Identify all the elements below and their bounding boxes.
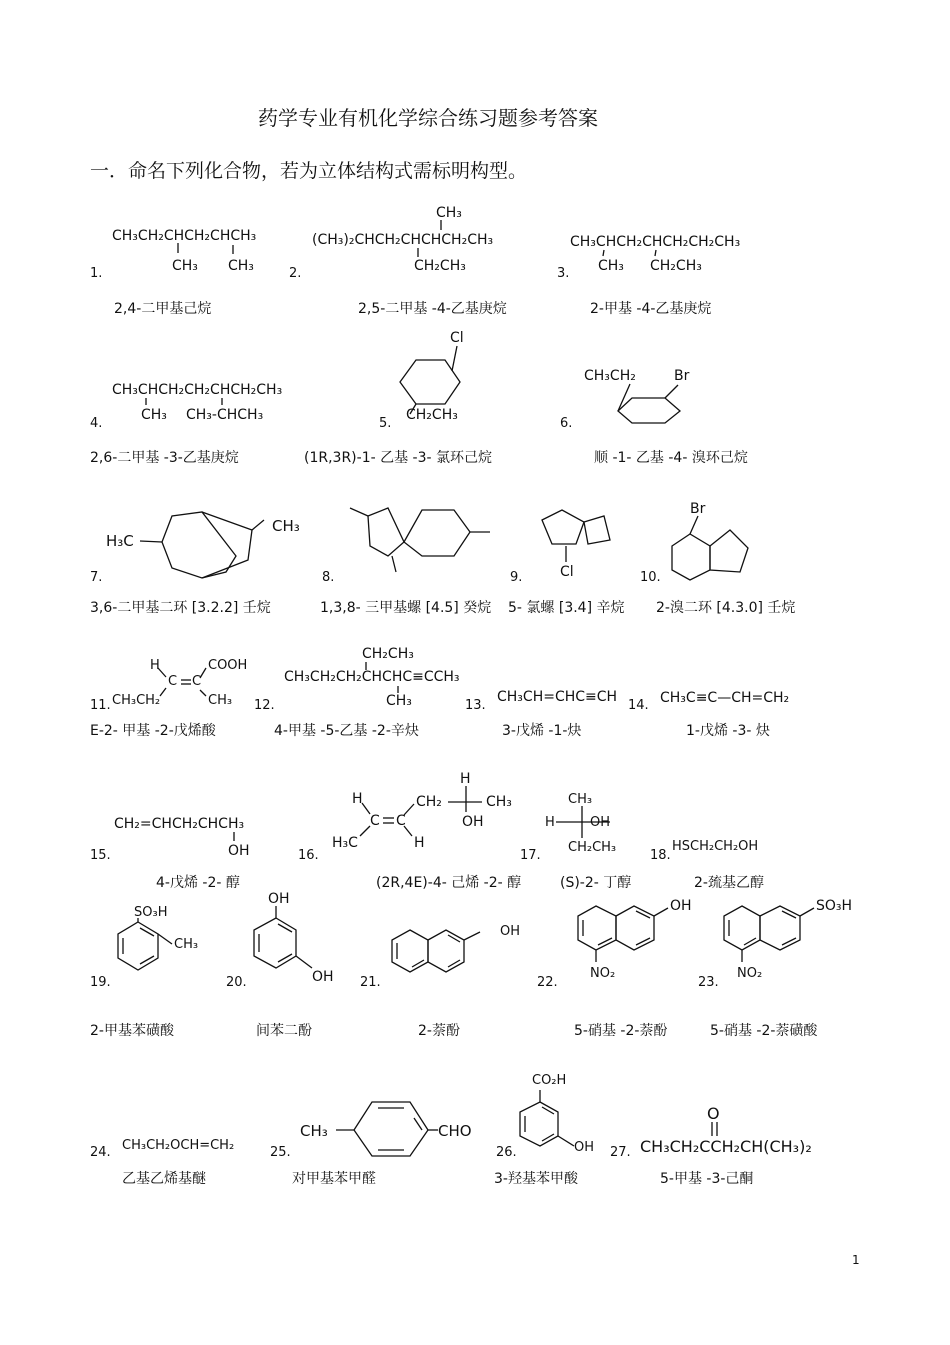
label-17-oh: OH <box>590 815 611 830</box>
item-number-18: 18. <box>650 848 671 863</box>
answer-5: (1R,3R)-1- 乙基 -3- 氯环己烷 <box>304 450 493 466</box>
label-10-br: Br <box>690 501 706 517</box>
aromatic-bond <box>782 911 796 918</box>
bond-line <box>690 516 698 534</box>
substituent-1b: CH₃ <box>228 258 254 274</box>
label-17-h: H <box>545 815 555 830</box>
bond-line <box>654 908 668 916</box>
answer-15: 4-戊烯 -2- 醇 <box>156 875 240 891</box>
bond-line <box>665 385 678 398</box>
formula-14: CH₃C≡C—CH=CH₂ <box>660 690 790 706</box>
label-16-h3c: H₃C <box>332 835 358 851</box>
substituent-1a: CH₃ <box>172 258 198 274</box>
substituent-4b: CH₃-CHCH₃ <box>186 407 264 423</box>
section-heading: 一．命名下列化合物，若为立体结构式需标明构型。 <box>90 160 528 182</box>
label-20-oh1: OH <box>268 891 290 907</box>
formula-27: CH₃CH₂CCH₂CH(CH₃)₂ <box>640 1137 812 1156</box>
page-title: 药学专业有机化学综合练习题参考答案 <box>258 106 598 130</box>
aromatic-bond <box>140 956 154 964</box>
formula-13: CH₃CH=CHC≡CH <box>497 689 618 705</box>
label-26-oh: OH <box>574 1140 595 1155</box>
label-16-oh: OH <box>462 814 484 830</box>
cyclohexane-ring <box>400 360 460 404</box>
label-16-h2: H <box>460 771 471 787</box>
answer-19: 2-甲基苯磺酸 <box>90 1023 174 1039</box>
answer-12: 4-甲基 -5-乙基 -2-辛炔 <box>274 723 419 739</box>
answer-7: 3,6-二甲基二环 [3.2.2] 壬烷 <box>90 600 271 616</box>
item-number-8: 8. <box>322 570 335 585</box>
bond-line <box>800 908 814 916</box>
item-number-26: 26. <box>496 1145 517 1160</box>
item-number-4: 4. <box>90 416 103 431</box>
bond-line <box>160 688 166 696</box>
substituent-3b: CH₂CH₃ <box>650 258 702 274</box>
formula-3: CH₃CHCH₂CHCH₂CH₂CH₃ <box>570 234 741 250</box>
item-number-9: 9. <box>510 570 523 585</box>
label-7-h3c: H₃C <box>106 532 134 550</box>
answer-27: 5-甲基 -3-己酮 <box>660 1171 754 1187</box>
answer-4: 2,6-二甲基 -3-乙基庚烷 <box>90 450 239 466</box>
answer-20: 间苯二酚 <box>256 1023 312 1039</box>
label-23-no2: NO₂ <box>737 966 763 981</box>
formula-24: CH₃CH₂OCH=CH₂ <box>122 1138 235 1153</box>
item-number-3: 3. <box>557 266 570 281</box>
label-16-h1: H <box>352 791 363 807</box>
label-16-ch3: CH₃ <box>486 794 512 810</box>
substituent-4a: CH₃ <box>141 407 167 423</box>
item-number-16: 16. <box>298 848 319 863</box>
label-25-cho: CHO <box>438 1122 472 1140</box>
label-11-c2: C <box>192 674 202 689</box>
label-6-ethyl: CH₃CH₂ <box>584 368 636 384</box>
label-11-cooh: COOH <box>208 658 248 673</box>
bond-line <box>362 803 370 814</box>
benzene-ring <box>354 1102 428 1156</box>
bond-line <box>603 250 604 256</box>
cyclopentane-ring <box>710 530 748 572</box>
bond-line <box>558 1136 574 1146</box>
aromatic-bond <box>278 924 292 932</box>
cyclopentane-ring <box>368 508 404 556</box>
label-17-ethyl: CH₂CH₃ <box>568 840 617 855</box>
label-11-ch3: CH₃ <box>208 693 233 708</box>
item-number-25: 25. <box>270 1145 291 1160</box>
item-number-1: 1. <box>90 266 103 281</box>
answer-24: 乙基乙烯基醚 <box>122 1171 206 1187</box>
label-16-h3: H <box>414 835 425 851</box>
item-number-27: 27. <box>610 1145 631 1160</box>
item-number-10: 10. <box>640 570 661 585</box>
label-6-br: Br <box>674 368 690 384</box>
answer-6: 顺 -1- 乙基 -4- 溴环己烷 <box>594 450 748 466</box>
cyclobutane-ring <box>584 516 610 544</box>
bond-line <box>452 346 457 371</box>
item-number-24: 24. <box>90 1145 111 1160</box>
label-22-no2: NO₂ <box>590 966 616 981</box>
aromatic-bond <box>636 938 650 945</box>
label-25-ch3: CH₃ <box>300 1122 328 1140</box>
bond-line <box>360 826 370 836</box>
item-number-21: 21. <box>360 975 381 990</box>
bond-line <box>200 690 206 696</box>
benzene-ring <box>428 930 464 972</box>
label-23-so3h: SO₃H <box>816 898 853 914</box>
label-17-ch3: CH₃ <box>568 792 593 807</box>
aromatic-bond <box>140 928 154 936</box>
substituent-12a: CH₂CH₃ <box>362 646 414 662</box>
label-16-ch2: CH₂ <box>416 794 442 810</box>
item-number-19: 19. <box>90 975 111 990</box>
item-number-6: 6. <box>560 416 573 431</box>
substituent-15: OH <box>228 843 250 859</box>
answer-21: 2-萘酚 <box>418 1023 460 1039</box>
benzene-ring <box>118 922 158 970</box>
label-19-so3h: SO₃H <box>134 905 168 920</box>
bond-line <box>464 932 480 940</box>
bond-line <box>350 508 368 516</box>
answer-1: 2,4-二甲基己烷 <box>114 301 212 317</box>
aromatic-bond <box>636 911 650 918</box>
formula-15: CH₂=CHCH₂CHCH₃ <box>114 816 245 832</box>
bond-line <box>618 384 630 411</box>
item-number-5: 5. <box>379 416 392 431</box>
answer-25: 对甲基苯甲醛 <box>292 1171 376 1187</box>
item-number-2: 2. <box>289 266 302 281</box>
substituent-2b: CH₂CH₃ <box>414 258 466 274</box>
benzene-ring <box>520 1102 558 1146</box>
substituent-12b: CH₃ <box>386 693 412 709</box>
substituent-3a: CH₃ <box>598 258 624 274</box>
bond-line <box>158 934 172 944</box>
label-16-c2: C <box>396 813 406 829</box>
page-number: 1 <box>852 1253 860 1267</box>
answer-18: 2-巯基乙醇 <box>694 875 764 891</box>
label-11-c1: C <box>168 674 178 689</box>
aromatic-bond <box>782 938 796 945</box>
answer-22: 5-硝基 -2-萘酚 <box>574 1023 668 1039</box>
bicyclic-skeleton <box>162 512 236 578</box>
label-7-ch3: CH₃ <box>272 517 300 535</box>
benzene-ring <box>760 906 800 950</box>
answer-17: (S)-2- 丁醇 <box>560 875 632 891</box>
answer-26: 3-羟基苯甲酸 <box>494 1171 578 1187</box>
answer-3: 2-甲基 -4-乙基庚烷 <box>590 301 712 317</box>
item-number-11: 11. <box>90 698 111 713</box>
answer-14: 1-戊烯 -3- 炔 <box>686 723 770 739</box>
item-number-12: 12. <box>254 698 275 713</box>
answer-8: 1,3,8- 三甲基螺 [4.5] 癸烷 <box>320 600 492 616</box>
answer-9: 5- 氯螺 [3.4] 辛烷 <box>508 600 625 616</box>
label-11-h: H <box>150 658 160 673</box>
bond-line <box>655 250 656 256</box>
label-9-cl: Cl <box>560 564 574 580</box>
cyclohexane-ring <box>618 398 680 423</box>
bond-line <box>140 541 162 542</box>
label-21-oh: OH <box>500 924 521 939</box>
item-number-22: 22. <box>537 975 558 990</box>
benzene-ring <box>578 906 616 950</box>
formula-18: HSCH₂CH₂OH <box>672 839 759 854</box>
cyclopentane-ring <box>542 510 584 544</box>
substituent-2a: CH₃ <box>436 205 462 221</box>
item-number-14: 14. <box>628 698 649 713</box>
label-5-ethyl: CH₂CH₃ <box>406 407 458 423</box>
formula-1: CH₃CH₂CHCH₂CHCH₃ <box>112 228 257 244</box>
aromatic-bond <box>598 938 612 945</box>
label-20-oh2: OH <box>312 969 334 985</box>
answer-11: E-2- 甲基 -2-戊烯酸 <box>90 723 216 739</box>
formula-2: (CH₃)₂CHCH₂CHCHCH₂CH₃ <box>312 232 494 248</box>
label-5-cl: Cl <box>450 330 464 346</box>
item-number-7: 7. <box>90 570 103 585</box>
label-22-oh: OH <box>670 898 692 914</box>
formula-4: CH₃CHCH₂CH₂CHCH₂CH₃ <box>112 382 283 398</box>
bond-line <box>392 556 396 572</box>
label-19-ch3: CH₃ <box>174 937 199 952</box>
cyclohexane-ring <box>404 510 470 556</box>
label-11-ethyl: CH₃CH₂ <box>112 693 161 708</box>
item-number-23: 23. <box>698 975 719 990</box>
label-16-c1: C <box>370 813 380 829</box>
item-number-20: 20. <box>226 975 247 990</box>
cyclohexane-ring <box>672 534 710 580</box>
answer-2: 2,5-二甲基 -4-乙基庚烷 <box>358 301 507 317</box>
answer-13: 3-戊烯 -1-炔 <box>502 723 582 739</box>
benzene-ring <box>616 906 654 950</box>
answer-10: 2-溴二环 [4.3.0] 壬烷 <box>656 600 796 616</box>
item-number-15: 15. <box>90 848 111 863</box>
bond-line <box>296 956 312 968</box>
formula-12: CH₃CH₂CH₂CHCHC≡CCH₃ <box>284 669 460 685</box>
item-number-13: 13. <box>465 698 486 713</box>
label-26-co2h: CO₂H <box>532 1073 567 1088</box>
item-number-17: 17. <box>520 848 541 863</box>
aromatic-bond <box>278 954 292 962</box>
answer-23: 5-硝基 -2-萘磺酸 <box>710 1023 818 1039</box>
benzene-ring <box>254 918 296 968</box>
label-27-o: O <box>707 1104 720 1123</box>
bond-line <box>202 512 264 530</box>
answer-16: (2R,4E)-4- 己烯 -2- 醇 <box>376 875 522 891</box>
